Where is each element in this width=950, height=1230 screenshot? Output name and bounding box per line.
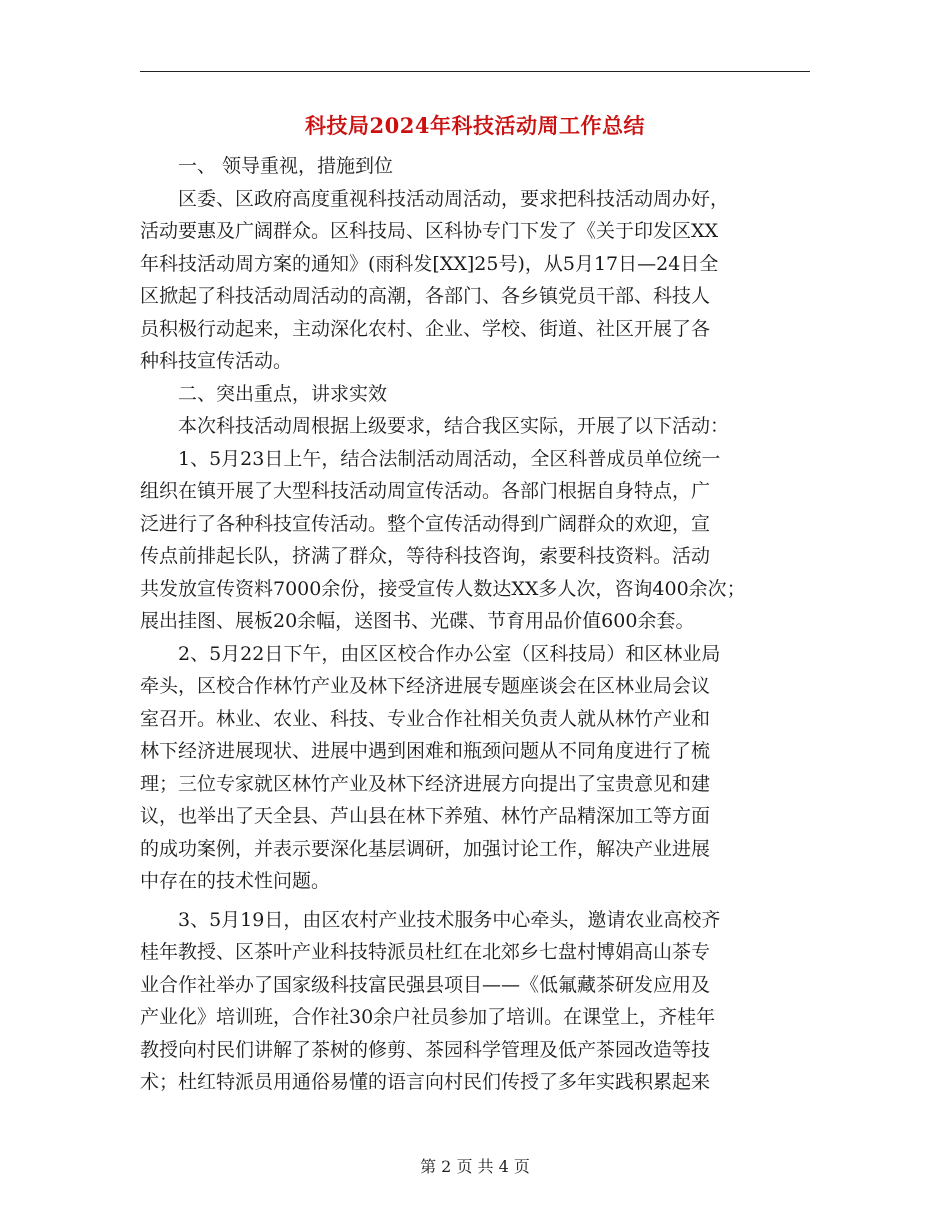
body-line: 区掀起了科技活动周活动的高潮，各部门、各乡镇党员干部、科技人	[140, 285, 711, 307]
document-body	[140, 150, 820, 1099]
body-line: 议，也举出了天全县、芦山县在林下养殖、林竹产品精深加工等方面	[140, 805, 711, 827]
body-line: 活动要惠及广阔群众。区科技局、区科协专门下发了《关于印发区XX	[140, 220, 719, 242]
body-line: 员积极行动起来，主动深化农村、企业、学校、街道、社区开展了各	[140, 317, 711, 340]
body-line: 理；三位专家就区林竹产业及林下经济进展方向提出了宝贵意见和建	[140, 772, 711, 795]
body-line: 二、突出重点，讲求实效	[140, 382, 388, 405]
body-line: 的成功案例，并表示要深化基层调研，加强讨论工作，解决产业进展	[140, 837, 711, 860]
page-number: 第 2 页 共 4 页	[420, 1157, 530, 1176]
body-line: 3、5月19日，由区农村产业技术服务中心牵头，邀请农业高校齐	[140, 908, 721, 931]
body-line: 教授向村民们讲解了茶树的修剪、茶园科学管理及低产茶园改造等技	[140, 1038, 711, 1061]
body-line: 2、5月22日下午，由区区校合作办公室（区科技局）和区林业局	[140, 642, 721, 665]
body-line: 术；杜红特派员用通俗易懂的语言向村民们传授了多年实践积累起来	[140, 1071, 711, 1093]
body-line: 共发放宣传资料7000余份，接受宣传人数达XX多人次，咨询400余次；	[140, 577, 746, 600]
body-line: 展出挂图、展板20余幅，送图书、光碟、节育用品价值600余套。	[140, 610, 695, 632]
body-line: 区委、区政府高度重视科技活动周活动，要求把科技活动周办好，	[140, 187, 730, 210]
body-line: 组织在镇开展了大型科技活动周宣传活动。各部门根据自身特点，广	[140, 480, 711, 502]
body-line: 业合作社举办了国家级科技富民强县项目——《低氟藏茶研发应用及	[140, 973, 711, 996]
body-line: 种科技宣传活动。	[140, 350, 293, 372]
body-line: 室召开。林业、农业、科技、专业合作社相关负责人就从林竹产业和	[140, 707, 711, 730]
document-title: 科技局2024年科技活动周工作总结	[305, 113, 645, 138]
body-line: 1、5月23日上午，结合法制活动周活动，全区科普成员单位统一	[140, 447, 721, 470]
body-line: 桂年教授、区茶叶产业科技特派员杜红在北郊乡七盘村博娟高山茶专	[140, 941, 711, 963]
body-line: 泛进行了各种科技宣传活动。整个宣传活动得到广阔群众的欢迎，宣	[140, 512, 711, 535]
body-line: 本次科技活动周根据上级要求，结合我区实际，开展了以下活动：	[140, 415, 730, 437]
body-line: 一、 领导重视，措施到位	[140, 155, 394, 177]
body-line: 年科技活动周方案的通知》(雨科发[XX]25号)，从5月17日—24日全	[140, 252, 719, 275]
body-line: 中存在的技术性问题。	[140, 870, 331, 892]
body-line: 牵头，区校合作林竹产业及林下经济进展专题座谈会在区林业局会议	[140, 675, 711, 697]
body-line: 传点前排起长队，挤满了群众，等待科技咨询，索要科技资料。活动	[140, 545, 711, 567]
body-line: 产业化》培训班，合作社30余户社员参加了培训。在课堂上，齐桂年	[140, 1006, 716, 1028]
body-line: 林下经济进展现状、进展中遇到困难和瓶颈问题从不同角度进行了梳	[140, 740, 711, 762]
header-rule	[140, 71, 810, 72]
